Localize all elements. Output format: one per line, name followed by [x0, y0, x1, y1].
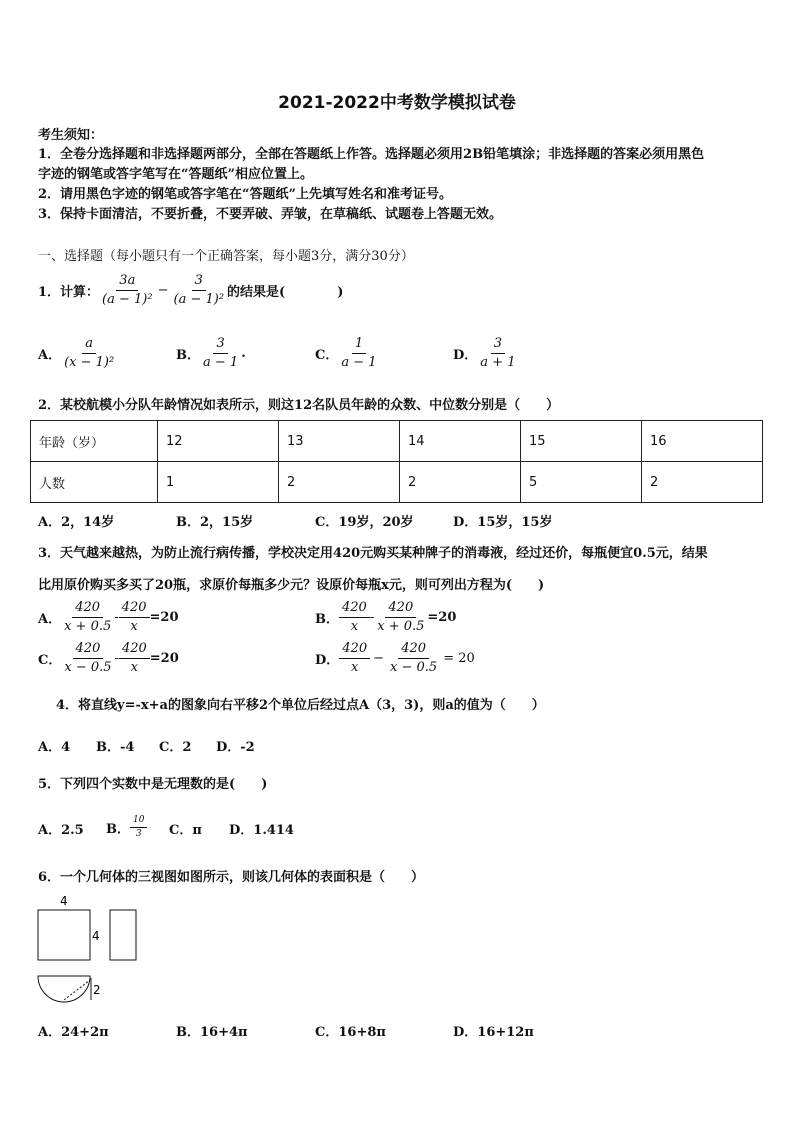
figure-label-top: 4	[60, 894, 68, 908]
q3-option-a-op: -	[114, 610, 119, 626]
q1-option-d-denominator: a + 1	[480, 355, 516, 371]
q5-option-b-fraction	[130, 815, 147, 841]
q3-option-b-label: B．	[315, 612, 339, 628]
notice-line-1a: 1．全卷分选择题和非选择题两部分，全部在答题纸上作答。选择题必须用2B铅笔填涂；非选择题的答案必须用黑色	[38, 147, 705, 162]
question-6: 6．一个几何体的三视图如图所示，则该几何体的表面积是（ ）	[38, 870, 425, 885]
q3-option-d-label: D．	[315, 653, 340, 669]
q1-frac1-denominator: (a − 1)²	[102, 292, 153, 308]
q3-option-d-num1: 420	[339, 641, 370, 659]
table-cell-count: 1	[158, 462, 279, 503]
q2-option-c[interactable]: C．19岁，20岁	[315, 515, 414, 530]
q3-option-c-num1: 420	[73, 641, 104, 659]
table-cell-age: 14	[400, 421, 521, 462]
question-5: 5．下列四个实数中是无理数的是( )	[38, 777, 268, 792]
q3-option-d-eq: = 20	[443, 651, 475, 667]
q4-option-c[interactable]: C．2	[159, 740, 192, 755]
three-view-figure	[30, 890, 140, 1010]
q1-option-d-fraction	[477, 336, 518, 372]
q3-option-c-frac2	[119, 641, 150, 677]
q3-option-b-op: -	[369, 610, 375, 626]
q1-fraction-1	[99, 273, 156, 309]
q3-option-d-num2: 420	[398, 641, 429, 659]
q4-option-d[interactable]: D．-2	[216, 740, 255, 755]
q1-option-d-numerator: 3	[491, 336, 505, 354]
q3-option-d-den1: x	[351, 660, 359, 676]
q3-option-d[interactable]	[315, 641, 475, 677]
q1-option-b-numerator: 3	[213, 336, 227, 354]
q3-option-a-frac1	[61, 600, 114, 636]
table-cell-age: 13	[279, 421, 400, 462]
age-table	[30, 420, 763, 503]
q3-option-b-frac2	[374, 600, 427, 636]
table-header-age: 年龄（岁）	[31, 421, 158, 462]
q3-option-a-den1: x + 0.5	[64, 619, 112, 635]
q1-option-b-fraction	[200, 336, 241, 372]
figure-label-side: 4	[92, 929, 100, 943]
q3-option-c-den1: x − 0.5	[64, 660, 112, 676]
table-cell-age: 16	[642, 421, 763, 462]
q1-option-c-denominator: a − 1	[341, 355, 377, 371]
q3-option-a-den2: x	[130, 619, 138, 635]
q3-option-a-num1: 420	[72, 600, 103, 618]
question-2: 2．某校航模小分队年龄情况如表所示，则这12名队员年龄的众数、中位数分别是（ ）	[38, 398, 560, 413]
q3-option-b-den2: x + 0.5	[377, 619, 425, 635]
q3-option-b-num2: 420	[385, 600, 416, 618]
table-cell-count: 2	[400, 462, 521, 503]
q1-frac2-denominator: (a − 1)²	[173, 292, 225, 308]
q3-option-a-label: A．	[38, 612, 62, 628]
q1-option-b-tail: .	[241, 346, 246, 362]
q3-option-a-num2: 420	[119, 600, 150, 618]
q3-option-c[interactable]	[38, 641, 179, 677]
q3-option-c-num2: 420	[119, 641, 150, 659]
q1-option-c[interactable]	[315, 336, 380, 372]
q3-option-d-frac2	[387, 641, 440, 677]
q1-fraction-2	[171, 273, 228, 309]
notice-line-3: 3．保持卡面清洁，不要折叠，不要弄破、弄皱，在草稿纸、试题卷上答题无效。	[38, 207, 503, 222]
table-cell-age: 12	[158, 421, 279, 462]
table-cell-count: 2	[642, 462, 763, 503]
q2-option-d[interactable]: D．15岁，15岁	[453, 515, 553, 530]
q1-option-b-label: B．	[176, 348, 200, 364]
q3-option-d-den2: x − 0.5	[390, 660, 438, 676]
q5-option-c[interactable]: C．π	[169, 823, 202, 838]
q6-option-c[interactable]: C．16+8π	[315, 1025, 386, 1040]
question-1	[38, 273, 343, 309]
question-3-line-1: 3．天气越来越热，为防止流行病传播，学校决定用420元购买某种牌子的消毒液，经过还价，每瓶便宜0.5元，结果	[38, 546, 708, 561]
q3-option-c-op: -	[114, 651, 119, 667]
q5-option-b[interactable]	[106, 815, 147, 841]
q2-option-a[interactable]: A．2，14岁	[38, 515, 115, 530]
table-cell-count: 2	[279, 462, 400, 503]
q3-option-b[interactable]	[315, 600, 456, 636]
notice-line-1b: 字迹的钢笔或答字笔写在“答题纸”相应位置上。	[38, 167, 313, 182]
q1-option-a-label: A．	[38, 348, 62, 364]
q4-option-a[interactable]: A．4	[38, 740, 71, 755]
q1-option-b[interactable]	[176, 336, 246, 372]
q1-option-c-numerator: 1	[352, 336, 366, 354]
q1-option-a-fraction	[61, 336, 117, 372]
notice-heading: 考生须知：	[38, 128, 104, 143]
q1-suffix: 的结果是( )	[227, 285, 344, 301]
q3-option-a-eq: =20	[149, 610, 179, 626]
table-header-count: 人数	[31, 462, 158, 503]
q1-option-d[interactable]	[453, 336, 518, 372]
q1-option-a-denominator: (x − 1)²	[64, 355, 115, 371]
q3-option-b-den1: x	[350, 619, 359, 635]
q6-option-d[interactable]: D．16+12π	[453, 1025, 534, 1040]
q3-option-a-frac2	[119, 600, 150, 636]
q3-option-b-frac1	[339, 600, 370, 636]
front-view-square	[38, 910, 90, 960]
q3-option-c-den2: x	[130, 660, 139, 676]
top-view-semicircle	[38, 976, 90, 1002]
q5-option-b-denominator: 3	[135, 829, 142, 840]
q1-option-d-label: D．	[453, 348, 478, 364]
table-cell-age: 15	[521, 421, 642, 462]
question-4: 4．将直线y=-x+a的图象向右平移2个单位后经过点A（3，3)，则a的值为（ ）	[56, 698, 545, 713]
q1-option-a-numerator: a	[82, 336, 96, 354]
q5-option-b-numerator: 10	[130, 815, 147, 828]
q5-option-b-label: B．	[106, 822, 130, 838]
q3-option-b-eq: =20	[427, 610, 457, 626]
q3-option-d-op: −	[373, 651, 385, 667]
q3-option-c-frac1	[61, 641, 114, 677]
q5-option-d[interactable]: D．1.414	[229, 823, 294, 838]
section-heading: 一、选择题（每小题只有一个正确答案，每小题3分，满分30分）	[38, 249, 414, 264]
q3-option-c-label: C．	[38, 653, 62, 669]
q5-option-a[interactable]: A．2.5	[38, 823, 84, 838]
q3-option-c-eq: =20	[149, 651, 179, 667]
notice-line-2: 2．请用黑色字迹的钢笔或答字笔在“答题纸”上先填写姓名和准考证号。	[38, 187, 453, 202]
q1-option-a[interactable]	[38, 336, 117, 372]
page-title: 2021-2022中考数学模拟试卷	[278, 93, 516, 113]
question-3-line-2: 比用原价购买多买了20瓶，求原价每瓶多少元？设原价每瓶x元，则可列出方程为( )	[38, 578, 545, 593]
q4-option-b[interactable]: B．-4	[96, 740, 135, 755]
side-view-rectangle	[110, 910, 136, 960]
q3-option-a[interactable]	[38, 600, 178, 636]
table-row	[31, 462, 763, 503]
q6-option-b[interactable]: B．16+4π	[176, 1025, 248, 1040]
table-cell-count: 5	[521, 462, 642, 503]
q1-frac2-numerator: 3	[192, 273, 206, 291]
q1-frac1-numerator: 3a	[116, 273, 138, 291]
q1-prefix: 1．计算：	[38, 285, 100, 301]
q1-minus: −	[157, 283, 169, 299]
q3-option-b-num1: 420	[339, 600, 370, 618]
q6-option-a[interactable]: A．24+2π	[38, 1025, 109, 1040]
q1-option-c-label: C．	[315, 348, 339, 364]
q1-option-b-denominator: a − 1	[203, 355, 239, 371]
table-row	[31, 421, 763, 462]
q2-option-b[interactable]: B．2，15岁	[176, 515, 254, 530]
q1-option-c-fraction	[338, 336, 379, 372]
q3-option-d-frac1	[339, 641, 370, 677]
figure-label-radius: 2	[93, 983, 101, 997]
